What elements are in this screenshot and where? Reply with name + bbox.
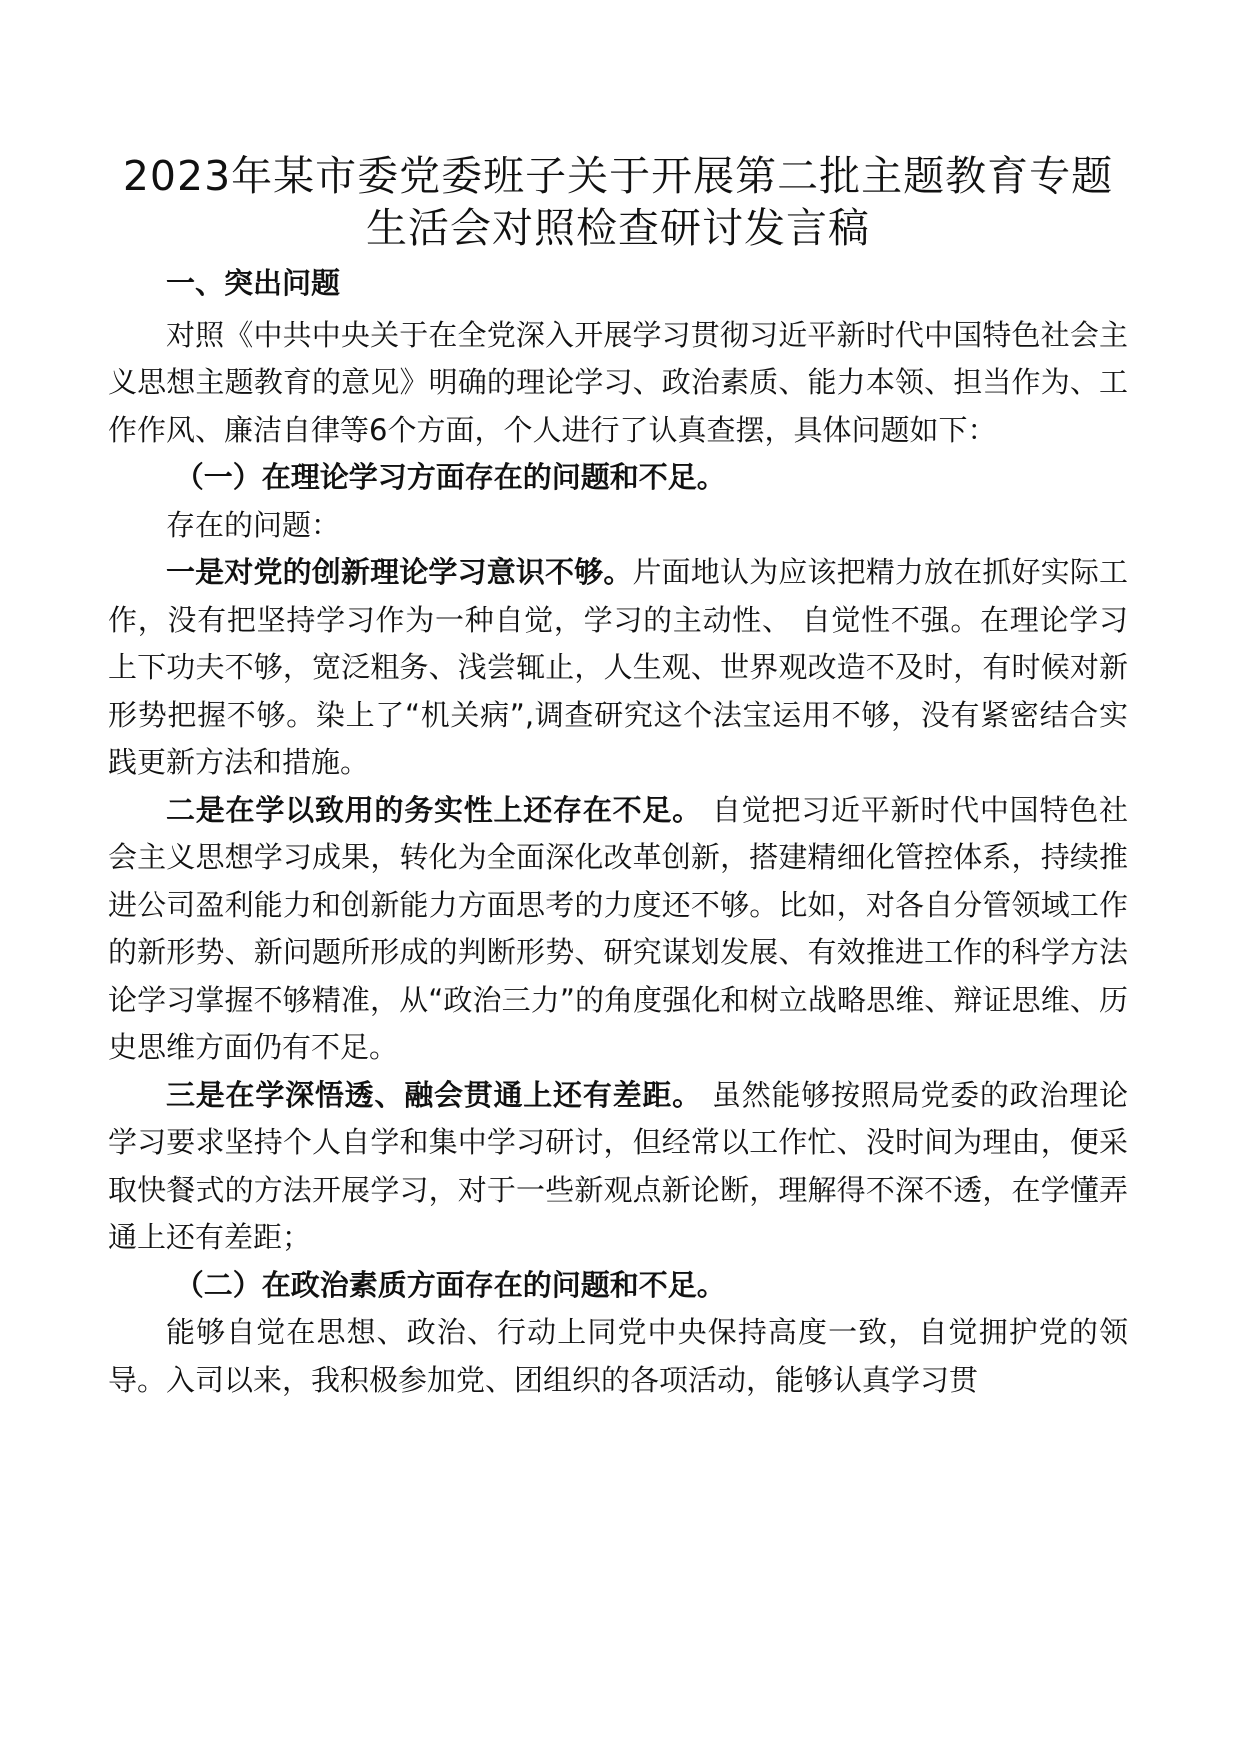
point-3-paragraph (108, 1072, 1128, 1262)
point-2-paragraph (108, 787, 1128, 1072)
intro-paragraph: 对照《中共中央关于在全党深入开展学习贯彻习近平新时代中国特色社会主义思想主题教育的意见》明确的理论学习、政治素质、能力本领、担当作为、工作作风、廉洁自律等6个方面，个人进行了认真查摆，具体问题如下： (108, 317, 1128, 447)
title-line-1: 2023年某市委党委班子关于开展第二批主题教育专题 (122, 152, 1114, 200)
point-1-text: 片面地认为应该把精力放在抓好实际工作，没有把坚持学习作为一种自觉，学习的主动性、 自觉性不强。在理论学习上下功夫不够，宽泛粗务、浅尝辄止，人生观、世界观改造不及时，有时候对新形势把握不够。染上了“机关病”,调查研究这个法宝运用不够，没有紧密结合实践更新方法和措施。 (108, 555, 1128, 779)
document-title (108, 150, 1128, 254)
problems-label: 存在的问题： (166, 507, 341, 542)
point-3-lead: 三是在学深悟透、融会贯通上还有差距。 (166, 1077, 702, 1112)
closing-paragraph: 能够自觉在思想、政治、行动上同党中央保持高度一致，自觉拥护党的领导。入司以来，我积极参加党、团组织的各项活动，能够认真学习贯 (108, 1315, 1128, 1397)
document-body (108, 150, 1128, 1404)
point-1-lead: 一是对党的创新理论学习意识不够。 (166, 555, 633, 589)
section-heading-problems: 一、突出问题 (166, 266, 341, 300)
subsection-heading-theory-study: （一）在理论学习方面存在的问题和不足。 (174, 460, 726, 494)
point-2-text: 自觉把习近平新时代中国特色社会主义思想学习成果，转化为全面深化改革创新，搭建精细化管控体系，持续推进公司盈利能力和创新能力方面思考的力度还不够。比如，对各自分管领域工作的新形势、新问题所形成的判断形势、研究谋划发展、有效推进工作的科学方法论学习掌握不够精准，从“政治三力”的角度强化和树立战略思维、辩证思维、历史思维方面仍有不足。 (108, 792, 1128, 1064)
title-line-2: 生活会对照检查研讨发言稿 (366, 204, 870, 252)
point-2-lead: 二是在学以致用的务实性上还存在不足。 (166, 792, 702, 827)
point-3-text: 虽然能够按照局党委的政治理论学习要求坚持个人自学和集中学习研讨，但经常以工作忙、没时间为理由，便采取快餐式的方法开展学习，对于一些新观点新论断，理解得不深不透，在学懂弄通上还有差距； (108, 1077, 1128, 1254)
subsection-heading-political-quality: （二）在政治素质方面存在的问题和不足。 (174, 1267, 726, 1302)
point-1-paragraph (108, 549, 1128, 787)
